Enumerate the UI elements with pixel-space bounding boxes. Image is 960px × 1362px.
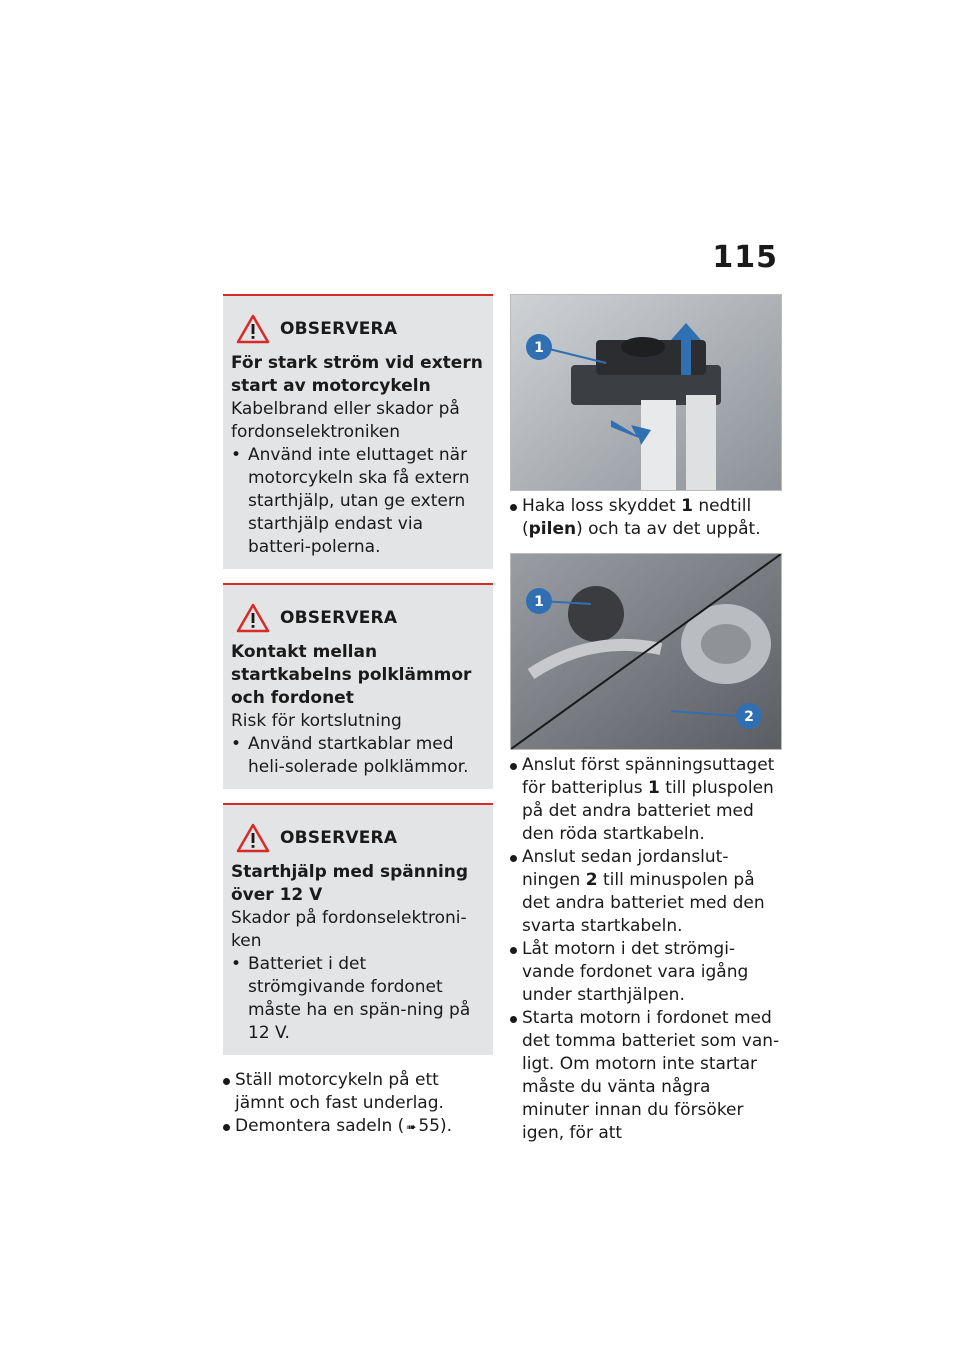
warning-subject: Kontakt mellan startkabelns polklämmor och fordonet [231,642,472,708]
step-text: till pluspolen på det andra batteriet med den röda startkabeln. [522,778,774,844]
step-item: Låt motorn i det strömgi-vande fordonet vara igång under starthjälpen. [510,938,780,1007]
callout-ref-2: 2 [585,870,598,890]
arrow-ref: pilen [528,519,577,539]
warning-risk: Kabelbrand eller skador på fordonselektroniken [231,399,460,442]
step-text: Demontera sadeln ( [235,1116,405,1136]
warning-subject: Starthjälp med spänning över 12 V [231,862,469,905]
step-item [510,495,780,541]
page-reference[interactable]: 55 [418,1116,440,1136]
step-text-end: ). [439,1116,453,1136]
callout-ref-1: 1 [681,496,693,516]
step-text: till minuspolen på det andra batteriet med den svarta startkabeln. [522,870,765,936]
warning-risk: Skador på fordonselektroni-ken [231,908,467,951]
left-column [223,294,493,1139]
step-text: Anslut först spänningsuttaget för batteriplus [522,755,775,798]
reference-arrow-icon: ➠ [406,1120,417,1134]
warning-actions [231,733,485,779]
jump-start-connections-photo [510,553,782,750]
step-text: nedtill ( [522,496,752,539]
warning-title: OBSERVERA [280,828,398,848]
warning-actions [231,444,485,559]
page-number: 115 [712,240,778,275]
left-step-list [223,1069,493,1139]
warning-action: • Använd inte eluttaget när motorcykeln ska få extern starthjälp, utan ge extern starthjälp endast via batteri-polerna. [231,444,485,559]
step-item [223,1115,493,1139]
warning-action: • Batteriet i det strömgivande fordonet måste ha en spän-ning på 12 V. [231,953,485,1045]
step-item [510,754,780,846]
warning-box-1 [223,294,493,569]
step-item: Ställ motorcykeln på ett jämnt och fast underlag. [223,1069,493,1115]
warning-box-3 [223,803,493,1055]
figure-callout-1: 1 [534,594,544,610]
right-column [510,294,780,1145]
step-text: ) och ta av det uppåt. [576,519,761,539]
step-item [510,846,780,938]
warning-header [236,314,485,344]
warning-header [236,823,485,853]
warning-triangle-icon [236,314,270,344]
warning-header [236,603,485,633]
warning-risk: Risk för kortslutning [231,711,402,731]
step-item: Starta motorn i fordonet med det tomma batteriet som van-ligt. Om motorn inte startar måste du vänta några minuter innan du försöker igen, för att [510,1007,780,1145]
warning-box-2 [223,583,493,789]
cover-step-list [510,495,780,541]
warning-triangle-icon [236,823,270,853]
warning-title: OBSERVERA [280,608,398,628]
warning-actions [231,953,485,1045]
figure-callout-1: 1 [534,340,544,356]
right-step-list [510,754,780,1145]
warning-title: OBSERVERA [280,319,398,339]
callout-ref-1: 1 [648,778,660,798]
warning-triangle-icon [236,603,270,633]
warning-action: • Använd startkablar med heli-solerade polklämmor. [231,733,485,779]
step-text: Haka loss skyddet [522,496,682,516]
step-text: Anslut sedan jordanslut-ningen [522,847,729,890]
figure-callout-2: 2 [744,709,754,725]
warning-subject: För stark ström vid extern start av motorcykeln [231,353,483,396]
battery-cover-photo [510,294,782,491]
